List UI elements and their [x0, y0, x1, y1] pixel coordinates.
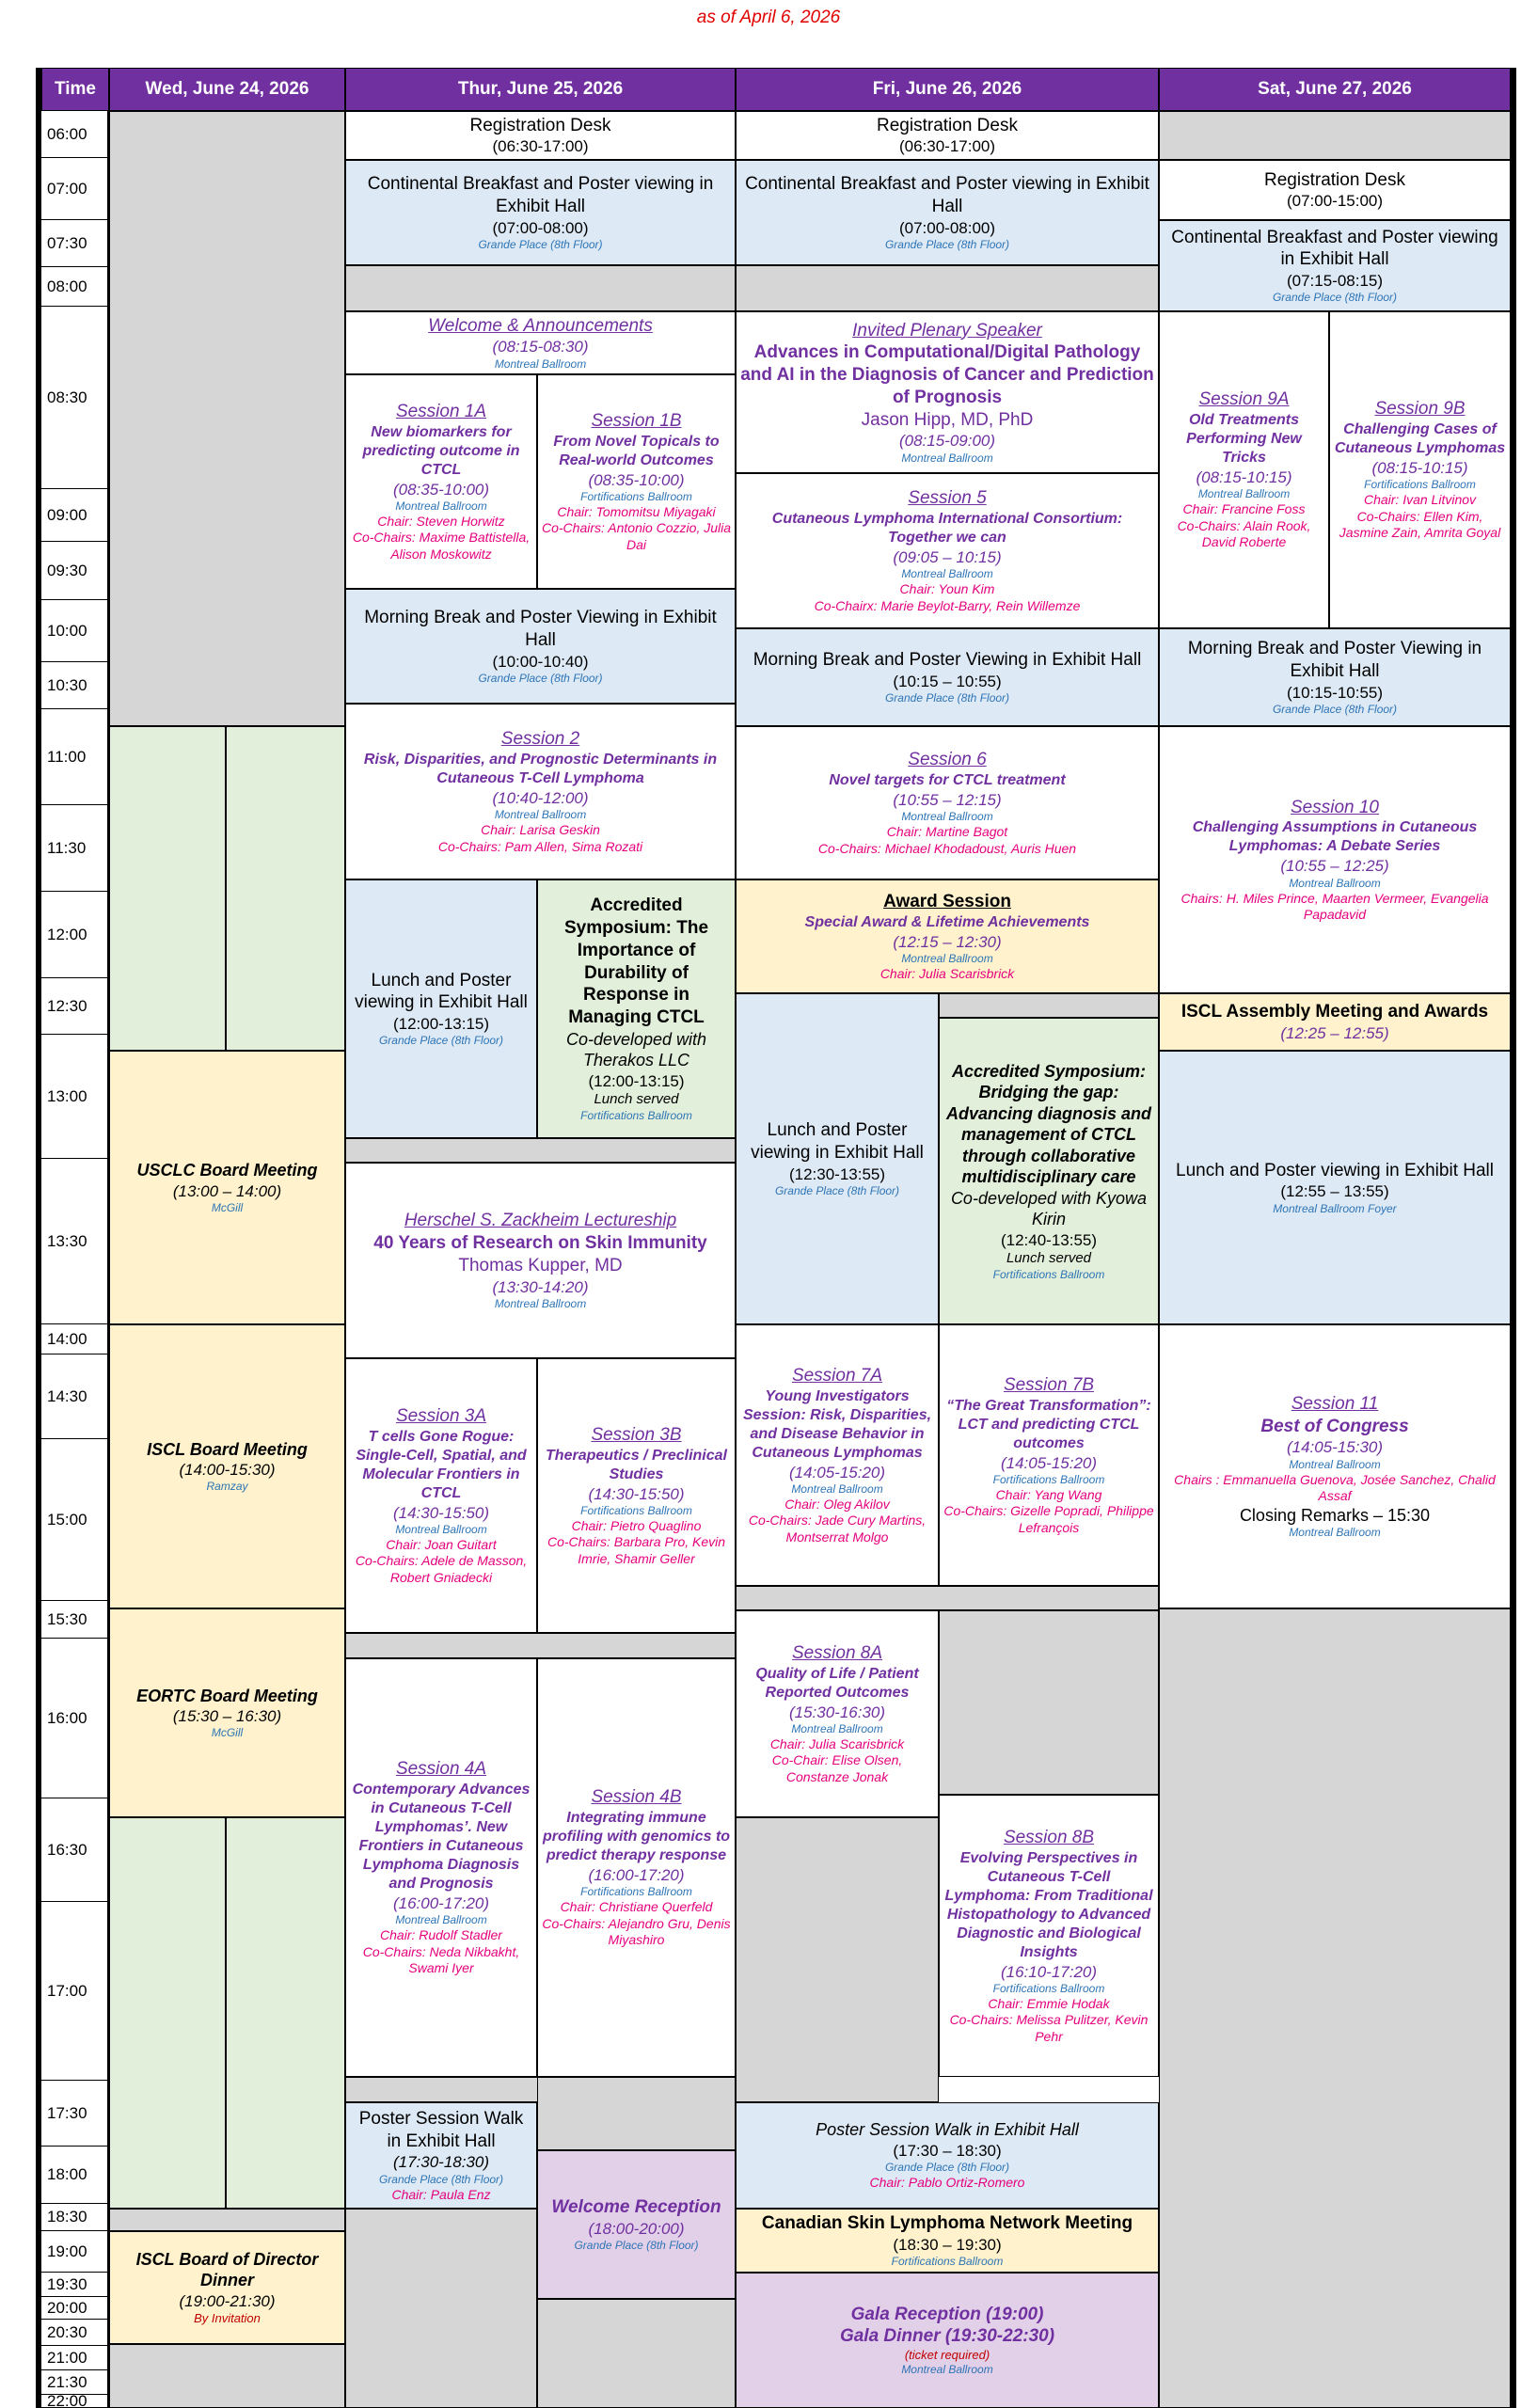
event-text: Session 4B	[591, 1787, 682, 1808]
event-text: Fortifications Ballroom	[992, 1981, 1105, 1995]
event-text: Chair: Pietro Quaglino	[571, 1517, 702, 1533]
event-sat-assembly	[1159, 993, 1511, 1051]
event-text: (08:35-10:00)	[392, 480, 490, 499]
event-text: “The Great Transformation”: LCT and predicting CTCL outcomes	[946, 1397, 1151, 1451]
event-text: Morning Break and Poster Viewing in Exhibit Hall	[1187, 639, 1482, 681]
time-label: 10:30	[41, 662, 109, 709]
event-text: (07:00-08:00)	[898, 218, 996, 237]
time-label: 17:00	[41, 1902, 109, 2081]
event-text: New biomarkers for predicting outcome in CTCL	[362, 423, 520, 478]
event-text: (07:00-15:00)	[1286, 192, 1384, 211]
event-text: (18:30 – 19:30)	[893, 2235, 1002, 2254]
event-text: Montreal Ballroom	[395, 1913, 487, 1927]
event-text: Gala Dinner (19:30-22:30)	[839, 2326, 1055, 2347]
event-wed-green-2b	[226, 1817, 345, 2209]
event-thu-3a	[345, 1358, 537, 1633]
event-wed-iscl	[109, 1324, 345, 1608]
event-text: Fortifications Ballroom	[580, 489, 692, 503]
event-text: (14:30-15:50)	[588, 1484, 685, 1503]
event-text: Continental Breakfast and Poster viewing in Exhibit Hall	[1171, 227, 1498, 270]
event-text: Co-Chairs: Jade Cury Martins, Montserrat Molgo	[748, 1513, 927, 1545]
event-text: (12:55 – 13:55)	[1280, 1182, 1389, 1201]
event-text: Welcome Reception	[551, 2197, 721, 2217]
event-text: Co-Chairs: Alain Rook, David Roberte	[1177, 517, 1311, 550]
event-text: Montreal Ballroom	[494, 1296, 587, 1310]
header-time: Time	[41, 68, 109, 111]
time-label: 12:00	[41, 892, 109, 978]
time-label: 09:30	[41, 542, 109, 600]
time-label: 19:00	[41, 2231, 109, 2273]
event-text: Award Session	[883, 891, 1011, 911]
event-fri-s6	[736, 726, 1159, 879]
event-thu-accred	[537, 879, 736, 1138]
event-fri-lunch	[736, 993, 939, 1324]
event-text: Montreal Ballroom	[395, 499, 487, 513]
time-label: 20:30	[41, 2320, 109, 2346]
event-thu-3b	[537, 1358, 736, 1633]
event-text: (07:15-08:15)	[1286, 272, 1384, 291]
event-text: (10:15 – 10:55)	[893, 672, 1002, 690]
event-text: Montreal Ballroom	[1197, 487, 1291, 501]
schedule-grid	[36, 68, 1516, 2408]
event-text: (ticket required)	[904, 2348, 990, 2363]
event-fri-8a	[736, 1610, 939, 1817]
time-label: 15:00	[41, 1439, 109, 1601]
event-text: USCLC Board Meeting	[136, 1161, 318, 1180]
event-text: Ramzay	[206, 1480, 248, 1494]
event-text: Risk, Disparities, and Prognostic Determinants in Cutaneous T-Cell Lymphoma	[363, 751, 718, 786]
event-text: By Invitation	[194, 2311, 261, 2325]
event-text: Session 3B	[591, 1424, 682, 1445]
event-text: Session 8B	[1003, 1827, 1095, 1847]
event-text: Session 6	[908, 750, 987, 769]
event-text: Chair: Joan Guitart	[386, 1536, 497, 1552]
event-fri-8b	[939, 1795, 1159, 2077]
time-label: 07:30	[41, 220, 109, 267]
time-label: 20:00	[41, 2297, 109, 2320]
event-fri-s5	[736, 473, 1159, 628]
event-text: Fortifications Ballroom	[580, 1503, 692, 1517]
event-text: (16:10-17:20)	[1000, 1962, 1098, 1981]
event-text: Co-Chair: Elise Olsen, Constanze Jonak	[771, 1752, 903, 1784]
event-text: (06:30-17:00)	[898, 137, 996, 156]
event-text: Challenging Assumptions in Cutaneous Lymphomas: A Debate Series	[1192, 819, 1478, 855]
event-text: Session 4A	[395, 1759, 487, 1780]
event-thu-s2	[345, 704, 736, 879]
event-text: (14:00-15:30)	[179, 1461, 276, 1480]
event-text: Young Investigators Session: Risk, Disparities, and Disease Behavior in Cutaneous Lymphomas	[742, 1387, 932, 1461]
event-text: Co-Chairs: Adele de Masson, Robert Gniadecki	[355, 1553, 528, 1585]
event-text: Session 5	[908, 488, 987, 508]
event-text: Lunch served	[594, 1091, 679, 1107]
event-text: Grande Place (8th Floor)	[378, 1034, 504, 1048]
event-text: Chair: Rudolf Stadler	[380, 1927, 502, 1943]
event-fri-gala	[736, 2273, 1159, 2408]
event-text: Grande Place (8th Floor)	[774, 1183, 900, 1197]
event-text: (10:40-12:00)	[492, 788, 589, 807]
event-text: Chairs: H. Miles Prince, Maarten Vermeer, Evangelia Papadavid	[1180, 890, 1489, 922]
time-label: 18:30	[41, 2204, 109, 2231]
event-text: Chair: Martine Bagot	[886, 824, 1008, 839]
event-text: Poster Session Walk in Exhibit Hall	[358, 2108, 524, 2151]
event-sat-s10	[1159, 726, 1511, 993]
time-label: 11:00	[41, 709, 109, 805]
event-text: Chair: Francine Foss	[1182, 501, 1306, 517]
header-sat: Sat, June 27, 2026	[1159, 68, 1511, 111]
event-text: Grande Place (8th Floor)	[378, 2172, 504, 2186]
event-text: Grande Place (8th Floor)	[884, 237, 1010, 251]
event-text: Special Award & Lifetime Achievements	[804, 913, 1090, 930]
event-fri-breakfast	[736, 160, 1159, 265]
event-wed-dinner	[109, 2231, 345, 2344]
header-thu: Thur, June 25, 2026	[345, 68, 736, 111]
event-text: (10:15-10:55)	[1286, 683, 1384, 702]
time-label: 10:00	[41, 600, 109, 662]
time-label: 11:30	[41, 805, 109, 892]
event-text: Grande Place (8th Floor)	[478, 671, 603, 685]
event-text: Co-developed with Therakos LLC	[565, 1029, 707, 1070]
event-text: Chair: Pablo Ortiz-Romero	[869, 2175, 1025, 2191]
event-text: Grande Place (8th Floor)	[574, 2239, 699, 2252]
event-sat-9a	[1159, 311, 1329, 628]
event-text: Chair: Youn Kim	[899, 581, 995, 596]
event-text: Herschel S. Zackheim Lectureship	[404, 1211, 677, 1231]
event-text: Old Treatments Performing New Tricks	[1186, 412, 1302, 466]
event-text: Quality of Life / Patient Reported Outcomes	[755, 1665, 919, 1701]
event-text: Canadian Skin Lymphoma Network Meeting	[761, 2213, 1133, 2233]
as-of-note: as of April 6, 2026	[696, 8, 841, 27]
event-text: Co-Chairs: Melissa Pulitzer, Kevin Pehr	[949, 2012, 1149, 2044]
time-label: 22:00	[41, 2395, 109, 2408]
event-text: Grande Place (8th Floor)	[1272, 291, 1398, 305]
event-fri-gray4	[736, 1817, 939, 2102]
event-text: Co-Chairs: Alejandro Gru, Denis Miyashiro	[542, 1915, 731, 1948]
event-wed-gray-bot	[109, 2344, 345, 2408]
time-label: 14:30	[41, 1354, 109, 1439]
event-text: Poster Session Walk in Exhibit Hall	[816, 2120, 1079, 2140]
event-text: Chair: Ivan Litvinov	[1363, 492, 1477, 508]
event-text: Co-Chairs: Michael Khodadoust, Auris Huen	[817, 840, 1077, 856]
time-label: 16:00	[41, 1639, 109, 1798]
event-text: (12:30-13:55)	[788, 1164, 886, 1183]
event-text: Evolving Perspectives in Cutaneous T-Cell Lymphoma: From Traditional Histopathology to Advanced Diagnostic and Biological Insights	[944, 1849, 1153, 1960]
event-text: Montreal Ballroom	[1289, 1457, 1381, 1471]
event-fri-gray1	[736, 265, 1159, 311]
event-text: Registration Desk	[877, 115, 1018, 135]
event-text: (12:00-13:15)	[588, 1071, 685, 1090]
event-text: Montreal Ballroom	[791, 1481, 883, 1496]
event-thu-gray2	[345, 1138, 736, 1163]
event-wed-green-2a	[109, 1817, 226, 2209]
event-wed-uslc	[109, 1051, 345, 1324]
event-text: (17:30 – 18:30)	[893, 2141, 1002, 2160]
event-text: Montreal Ballroom	[1289, 1526, 1381, 1540]
event-text: Morning Break and Poster Viewing in Exhibit Hall	[753, 650, 1142, 670]
event-fri-accred	[939, 1018, 1159, 1324]
event-fri-poster	[736, 2102, 1159, 2209]
event-text: Chair: Larisa Geskin	[481, 822, 600, 837]
event-text: Co-Chairs: Gizelle Popradi, Philippe Lefrançois	[943, 1503, 1154, 1535]
header-wed: Wed, June 24, 2026	[109, 68, 345, 111]
event-fri-gray3	[939, 1610, 1159, 1795]
event-text: (15:30-16:30)	[788, 1703, 886, 1721]
event-text: Montreal Ballroom	[494, 356, 587, 371]
event-text: ISCL Board Meeting	[147, 1439, 308, 1459]
event-text: Fortifications Ballroom	[580, 1108, 692, 1122]
event-wed-gray-top	[109, 111, 345, 726]
event-fri-plenary	[736, 311, 1159, 473]
event-text: Co-Chairs: Ellen Kim, Jasmine Zain, Amrita Goyal	[1339, 508, 1501, 541]
time-label: 15:30	[41, 1601, 109, 1639]
event-text: (07:00-08:00)	[492, 218, 589, 237]
event-text: (14:05-15:20)	[788, 1463, 886, 1481]
event-text: Montreal Ballroom	[494, 808, 587, 821]
event-thu-welcome-rec	[537, 2150, 736, 2299]
time-label: 13:00	[41, 1035, 109, 1159]
event-text: Chair: Tomomitsu Miyagaki	[557, 503, 716, 519]
event-text: Morning Break and Poster Viewing in Exhibit Hall	[364, 608, 717, 650]
event-text: Advances in Computational/Digital Pathology and AI in the Diagnosis of Cancer and Prediction of Prognosis	[740, 342, 1154, 407]
event-text: 40 Years of Research on Skin Immunity	[373, 1233, 707, 1253]
event-text: Co-Chairs: Barbara Pro, Kevin Imrie, Shamir Geller	[547, 1534, 726, 1566]
time-label: 14:00	[41, 1324, 109, 1354]
event-text: Session 10	[1290, 797, 1379, 817]
event-text: Session 7B	[1003, 1374, 1095, 1395]
event-text: EORTC Board Meeting	[136, 1686, 318, 1705]
event-text: Fortifications Ballroom	[1364, 478, 1476, 492]
event-text: (10:55 – 12:25)	[1280, 857, 1389, 876]
event-text: Montreal Ballroom	[791, 1721, 883, 1735]
time-label: 08:00	[41, 267, 109, 307]
event-fri-reg	[736, 111, 1159, 160]
event-text: (14:05-15:30)	[1286, 1438, 1384, 1457]
event-text: Jason Hipp, MD, PhD	[861, 409, 1034, 430]
event-text: Co-Chairs: Antonio Cozzio, Julia Dai	[542, 520, 732, 552]
event-text: (10:00-10:40)	[492, 652, 589, 671]
event-sat-s11	[1159, 1324, 1511, 1608]
event-text: Session 2	[500, 729, 580, 749]
event-text: Gala Reception (19:00)	[850, 2304, 1044, 2324]
event-wed-gray-mid	[109, 2209, 345, 2231]
event-sat-gray1	[1159, 111, 1511, 160]
event-text: Grande Place (8th Floor)	[1272, 702, 1398, 716]
time-label: 19:30	[41, 2273, 109, 2297]
event-thu-4a	[345, 1658, 537, 2077]
event-text: Co-Chairs: Neda Nikbakht, Swami Iyer	[362, 1943, 520, 1976]
event-fri-award	[736, 879, 1159, 993]
event-text: Montreal Ballroom	[395, 1522, 487, 1536]
event-text: Session 9A	[1198, 389, 1290, 410]
event-sat-lunch	[1159, 1051, 1511, 1324]
event-sat-breakfast	[1159, 220, 1511, 311]
event-text: Session 9B	[1374, 399, 1466, 420]
event-text: (15:30 – 16:30)	[172, 1707, 282, 1726]
event-text: Welcome & Announcements	[428, 315, 653, 336]
time-label: 18:00	[41, 2147, 109, 2204]
event-text: Montreal Ballroom	[1289, 876, 1381, 890]
event-text: Session 3A	[395, 1405, 487, 1426]
event-fri-7b	[939, 1324, 1159, 1586]
event-text: Grande Place (8th Floor)	[884, 2161, 1010, 2175]
event-text: (12:00-13:15)	[392, 1015, 490, 1034]
event-text: T cells Gone Rogue: Single-Cell, Spatial, and Molecular Frontiers in CTCL	[356, 1428, 527, 1501]
event-text: Montreal Ballroom	[901, 2363, 993, 2377]
event-text: (13:00 – 14:00)	[172, 1181, 282, 1200]
event-thu-break	[345, 589, 736, 704]
event-sat-break	[1159, 628, 1511, 726]
time-label: 17:30	[41, 2081, 109, 2147]
event-text: Registration Desk	[1264, 169, 1405, 190]
event-fri-cslnm	[736, 2209, 1159, 2273]
event-thu-gray6	[345, 2209, 537, 2408]
event-fri-break	[736, 628, 1159, 726]
event-text: Lunch and Poster viewing in Exhibit Hall	[751, 1120, 924, 1163]
event-text: (06:30-17:00)	[492, 137, 589, 156]
time-label: 21:30	[41, 2370, 109, 2395]
event-text: Chair: Julia Scarisbrick	[879, 965, 1015, 981]
event-text: Session 1B	[591, 410, 682, 431]
event-text: Montreal Ballroom	[901, 810, 993, 823]
event-thu-4b	[537, 1658, 736, 2077]
event-text: (14:30-15:50)	[392, 1503, 490, 1522]
event-text: (14:05-15:20)	[1000, 1453, 1098, 1472]
event-text: (08:15-08:30)	[492, 338, 589, 356]
event-text: Session 7A	[791, 1365, 883, 1386]
event-text: Integrating immune profiling with genomics to predict therapy response	[542, 1810, 731, 1863]
event-thu-gray1	[345, 265, 736, 311]
event-text: (16:00-17:20)	[588, 1866, 685, 1884]
event-text: Cutaneous Lymphoma International Consortium: Together we can	[771, 510, 1123, 546]
event-thu-1b	[537, 374, 736, 589]
event-text: Contemporary Advances in Cutaneous T-Cell Lymphomas’. New Frontiers in Cutaneous Lymphoma Diagnosis and Prognosis	[352, 1782, 531, 1892]
time-label: 13:30	[41, 1159, 109, 1324]
event-text: Invited Plenary Speaker	[852, 320, 1042, 341]
event-text: Chair: Oleg Akilov	[784, 1496, 890, 1512]
event-sat-gray2	[1159, 1608, 1511, 2408]
event-text: (16:00-17:20)	[392, 1894, 490, 1912]
event-text: Fortifications Ballroom	[992, 1267, 1105, 1281]
event-thu-1a	[345, 374, 537, 589]
time-label: 21:00	[41, 2346, 109, 2370]
time-label: 08:30	[41, 307, 109, 489]
event-thu-herschel	[345, 1163, 736, 1358]
event-text: (10:55 – 12:15)	[893, 790, 1002, 809]
event-text: (19:00-21:30)	[179, 2291, 276, 2310]
event-text: Lunch and Poster viewing in Exhibit Hall	[1176, 1160, 1494, 1180]
event-text: ISCL Assembly Meeting and Awards	[1180, 1002, 1489, 1022]
event-fri-gray2	[736, 1586, 1159, 1610]
event-text: (12:25 – 12:55)	[1280, 1023, 1389, 1042]
event-text: Accredited Symposium: The Importance of Durability of Response in Managing CTCL	[563, 895, 709, 1027]
event-text: Session 1A	[395, 401, 487, 421]
event-text: Session 11	[1291, 1393, 1379, 1414]
event-text: Co-developed with Kyowa Kirin	[950, 1188, 1148, 1228]
event-thu-poster	[345, 2102, 537, 2209]
event-text: Fortifications Ballroom	[580, 1885, 692, 1899]
header-fri: Fri, June 26, 2026	[736, 68, 1159, 111]
event-text: Challenging Cases of Cutaneous Lymphomas	[1334, 421, 1506, 456]
event-thu-gray3	[345, 1633, 736, 1658]
event-fri-gray-s	[939, 993, 1159, 1018]
event-text: Lunch and Poster viewing in Exhibit Hall	[355, 970, 528, 1013]
event-text: Chair: Steven Horwitz	[377, 513, 505, 529]
event-text: McGill	[211, 1726, 244, 1740]
time-label: 06:00	[41, 111, 109, 158]
event-wed-eortc	[109, 1608, 345, 1817]
event-text: From Novel Topicals to Real-world Outcomes	[553, 433, 720, 468]
event-thu-lunch	[345, 879, 537, 1138]
event-text: McGill	[211, 1200, 244, 1214]
event-text: Montreal Ballroom	[901, 951, 993, 965]
event-thu-gray5	[537, 2077, 736, 2150]
event-text: Thomas Kupper, MD	[458, 1255, 623, 1275]
event-text: Closing Remarks – 15:30	[1239, 1505, 1431, 1525]
event-thu-reg	[345, 111, 736, 160]
event-text: Best of Congress	[1260, 1416, 1409, 1436]
event-text: Chair: Emmie Hodak	[988, 1995, 1110, 2011]
time-label: 09:00	[41, 489, 109, 542]
event-text: (08:15-10:15)	[1371, 459, 1468, 477]
event-text: Montreal Ballroom Foyer	[1273, 1201, 1397, 1215]
time-label: 07:00	[41, 158, 109, 220]
event-wed-green-1a	[109, 726, 226, 1051]
event-text: Grande Place (8th Floor)	[884, 691, 1010, 705]
event-text: Chair: Paula Enz	[391, 2186, 491, 2202]
event-text: Montreal Ballroom	[901, 451, 993, 465]
event-text: Chair: Christiane Querfeld	[560, 1899, 713, 1915]
event-text: Registration Desk	[469, 115, 611, 135]
event-text: (18:00-20:00)	[588, 2219, 685, 2238]
event-text: (09:05 – 10:15)	[893, 547, 1002, 566]
event-thu-breakfast	[345, 160, 736, 265]
event-text: Co-Chairs: Pam Allen, Sima Rozati	[437, 838, 643, 854]
event-text: Grande Place (8th Floor)	[478, 237, 603, 251]
time-label: 16:30	[41, 1798, 109, 1902]
event-text: Novel targets for CTCL treatment	[829, 771, 1066, 788]
event-text: Therapeutics / Preclinical Studies	[546, 1447, 727, 1482]
event-text: Fortifications Ballroom	[992, 1472, 1105, 1486]
time-label: 12:30	[41, 978, 109, 1035]
event-text: Co-Chairs: Maxime Battistella, Alison Moskowitz	[352, 530, 531, 562]
event-text: (08:15-09:00)	[898, 432, 996, 451]
event-text: Continental Breakfast and Poster viewing in Exhibit Hall	[745, 174, 1149, 216]
event-thu-welcome	[345, 311, 736, 374]
event-text: Chair: Julia Scarisbrick	[769, 1735, 905, 1751]
event-text: Lunch served	[1006, 1249, 1092, 1266]
event-sat-reg	[1159, 160, 1511, 220]
event-text: Session 8A	[791, 1642, 883, 1663]
event-text: Chairs : Emmanuella Guenova, Josée Sanchez, Chalid Assaf	[1174, 1471, 1496, 1504]
event-thu-gray7	[537, 2299, 736, 2408]
event-text: Accredited Symposium: Bridging the gap: Advancing diagnosis and management of CTCL through collaborative multidisciplinary care	[945, 1061, 1152, 1186]
event-text: (08:35-10:00)	[588, 470, 685, 489]
event-text: (08:15-10:15)	[1196, 468, 1292, 486]
event-text: Chair: Yang Wang	[995, 1486, 1102, 1502]
event-sat-9b	[1329, 311, 1511, 628]
event-text: (12:40-13:55)	[1000, 1230, 1098, 1249]
event-text: Montreal Ballroom	[901, 567, 993, 580]
event-text: Continental Breakfast and Poster viewing in Exhibit Hall	[367, 174, 714, 216]
event-text: (12:15 – 12:30)	[893, 932, 1002, 951]
event-text: Co-Chairx: Marie Beylot-Barry, Rein Willemze	[814, 597, 1081, 613]
event-wed-green-1b	[226, 726, 345, 1051]
event-text: ISCL Board of Director Dinner	[135, 2249, 319, 2290]
event-text: (17:30-18:30)	[392, 2153, 490, 2172]
event-text: (13:30-14:20)	[492, 1277, 589, 1296]
event-fri-7a	[736, 1324, 939, 1586]
event-text: Fortifications Ballroom	[891, 2255, 1004, 2268]
